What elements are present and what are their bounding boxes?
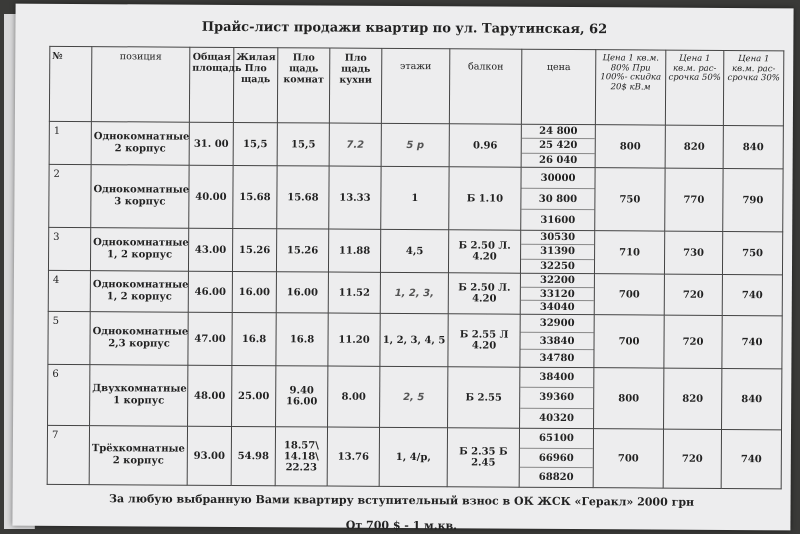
row-kitchen-area: 11.52	[328, 272, 380, 313]
header-num: №	[49, 46, 91, 121]
row-rooms-area: 18.57\ 14.18\ 22.23	[275, 427, 327, 486]
price-value: 30000	[521, 168, 594, 189]
price-value: 40320	[539, 412, 575, 424]
table-row	[48, 270, 782, 315]
row-kitchen-area: 11.20	[328, 313, 380, 366]
price-value: 31390	[521, 245, 594, 260]
header-floors: этажи	[381, 48, 449, 123]
row-total-area: 93.00	[187, 426, 231, 485]
table-row	[48, 364, 782, 429]
row-balcony: Б 2.35 Б 2.45	[447, 428, 519, 487]
row-position: Однокомнатные 2,3 корпус	[90, 312, 188, 366]
row-price-80: 700	[594, 315, 664, 368]
row-price-80: 710	[594, 231, 664, 274]
row-price-30: 740	[722, 274, 782, 315]
row-living-area: 15.26	[232, 228, 276, 271]
price-value: 25 420	[522, 139, 595, 154]
row-balcony: Б 2.55	[448, 367, 520, 428]
header-row	[49, 46, 783, 125]
row-kitchen-area: 13.33	[329, 166, 381, 229]
row-price-80: 750	[595, 168, 665, 231]
row-rooms-area: 15.26	[276, 229, 328, 272]
price-value: 33840	[520, 332, 593, 350]
row-price-30: 740	[721, 429, 781, 488]
row-floors: 1, 4/р,	[379, 427, 447, 486]
row-position: Двухкомнатные 1 корпус	[90, 365, 188, 427]
row-floors: 1, 2, 3,	[380, 272, 448, 313]
row-living-area: 16.00	[232, 271, 276, 312]
row-price-30: 740	[722, 315, 782, 368]
header-price-80: Цена 1 кв.м. 80% При 100%- скидка 20$ кВ.м	[595, 50, 665, 125]
row-rooms-area: 16.00	[276, 272, 328, 313]
row-floors: 1	[381, 166, 449, 229]
row-prices	[521, 167, 595, 230]
row-living-area: 25.00	[232, 365, 276, 426]
row-prices	[519, 428, 593, 487]
row-position: Трёхкомнатные 2 корпус	[89, 426, 187, 486]
row-price-50: 720	[664, 315, 722, 368]
row-position: Однокомнатные 1, 2 корпус	[90, 271, 188, 313]
row-kitchen-area: 13.76	[327, 427, 379, 486]
table-row	[48, 227, 782, 274]
price-value: 68820	[538, 472, 574, 484]
price-value: 39360	[520, 388, 593, 409]
price-value: 33120	[521, 287, 594, 301]
table-row	[47, 425, 781, 488]
row-prices	[521, 124, 595, 167]
row-living-area: 15,5	[233, 122, 277, 165]
row-kitchen-area: 8.00	[328, 366, 380, 427]
row-price-30: 840	[722, 368, 782, 429]
price-value: 65100	[520, 429, 593, 449]
row-number: 5	[48, 311, 90, 364]
row-total-area: 31. 00	[189, 122, 233, 165]
header-price-50: Цена 1 кв.м. рас- срочка 50%	[665, 50, 723, 125]
row-price-50: 770	[665, 168, 723, 231]
footer-price-note: От 700 $ - 1 м.кв.	[345, 518, 458, 533]
row-price-80: 800	[594, 368, 664, 429]
row-rooms-area: 15,5	[277, 123, 329, 166]
row-floors: 2, 5	[380, 366, 448, 427]
row-prices	[520, 314, 594, 367]
table-row	[49, 121, 783, 168]
row-position: Однокомнатные 1, 2 корпус	[90, 228, 188, 272]
price-value: 34040	[539, 302, 575, 314]
row-prices	[520, 367, 594, 428]
header-total-area: Общая площадь	[189, 47, 233, 122]
row-floors: 1, 2, 3, 4, 5	[380, 313, 448, 366]
row-number: 2	[49, 164, 91, 227]
row-kitchen-area: 11.88	[328, 229, 380, 272]
header-balcony: балкон	[449, 49, 521, 124]
row-prices	[520, 273, 594, 314]
row-price-80: 700	[593, 429, 663, 488]
row-number: 6	[48, 364, 90, 425]
row-price-30: 840	[723, 125, 783, 168]
price-value: 34780	[539, 353, 575, 365]
row-floors: 4,5	[380, 229, 448, 272]
row-balcony: 0.96	[449, 124, 521, 167]
header-living-area: Жилая Пло щадь	[233, 47, 277, 122]
price-table	[47, 46, 785, 489]
row-position: Однокомнатные 2 корпус	[91, 122, 189, 166]
price-value: 26 040	[538, 154, 578, 166]
table-row	[48, 311, 782, 368]
row-balcony: Б 2.50 Л. 4.20	[448, 273, 520, 314]
footer-note: За любую выбранную Вами квартиру вступительный взнос в ОК ЖСК «Геракл» 2000 грн	[109, 492, 695, 509]
row-living-area: 15.68	[233, 165, 277, 228]
row-floors: 5 р	[381, 123, 449, 166]
row-living-area: 54.98	[231, 426, 275, 485]
row-balcony: Б 2.50 Л. 4.20	[448, 230, 520, 273]
row-price-30: 750	[722, 231, 782, 274]
row-price-50: 820	[664, 368, 722, 429]
page-title: Прайс-лист продажи квартир по ул. Тарутинская, 62	[201, 19, 608, 38]
row-price-50: 720	[664, 274, 722, 315]
price-value: 31600	[540, 214, 576, 226]
price-value: 24 800	[522, 125, 595, 140]
price-value: 66960	[520, 448, 593, 468]
row-price-50: 720	[663, 429, 721, 488]
price-value: 38400	[520, 368, 593, 389]
price-value: 30 800	[521, 189, 594, 210]
row-rooms-area: 15.68	[277, 166, 329, 229]
table-row	[49, 164, 783, 231]
row-rooms-area: 16.8	[276, 313, 328, 366]
row-number: 1	[49, 121, 91, 164]
header-price-30: Цена 1 кв.м. рас- срочка 30%	[723, 50, 783, 125]
header-position: позиция	[91, 47, 189, 123]
header-kitchen-area: Пло щадь кухни	[329, 48, 381, 123]
row-price-30: 790	[723, 168, 783, 231]
price-list-sheet	[12, 4, 793, 531]
price-value: 30530	[521, 231, 594, 246]
header-rooms-area: Пло щадь комнат	[277, 48, 329, 123]
row-balcony: Б 2.55 Л 4.20	[448, 314, 520, 367]
price-value: 32900	[521, 315, 594, 333]
row-rooms-area: 9.40 16.00	[276, 366, 328, 427]
row-price-50: 730	[664, 231, 722, 274]
row-total-area: 43.00	[188, 228, 232, 271]
row-total-area: 47.00	[188, 312, 232, 365]
price-value: 32200	[521, 274, 594, 288]
row-number: 3	[48, 227, 90, 270]
row-position: Однокомнатные 3 корпус	[91, 165, 189, 229]
price-value: 32250	[540, 260, 575, 272]
row-living-area: 16.8	[232, 312, 276, 365]
row-price-80: 700	[594, 274, 664, 315]
row-total-area: 48.00	[188, 365, 232, 426]
row-total-area: 40.00	[189, 165, 233, 228]
row-price-50: 820	[665, 125, 723, 168]
row-prices	[520, 230, 594, 273]
header-price: цена	[521, 49, 595, 124]
row-total-area: 46.00	[188, 271, 232, 312]
row-kitchen-area: 7.2	[329, 123, 381, 166]
row-price-80: 800	[595, 125, 665, 168]
row-number: 7	[47, 425, 89, 484]
row-number: 4	[48, 270, 90, 311]
row-balcony: Б 1.10	[449, 167, 521, 230]
